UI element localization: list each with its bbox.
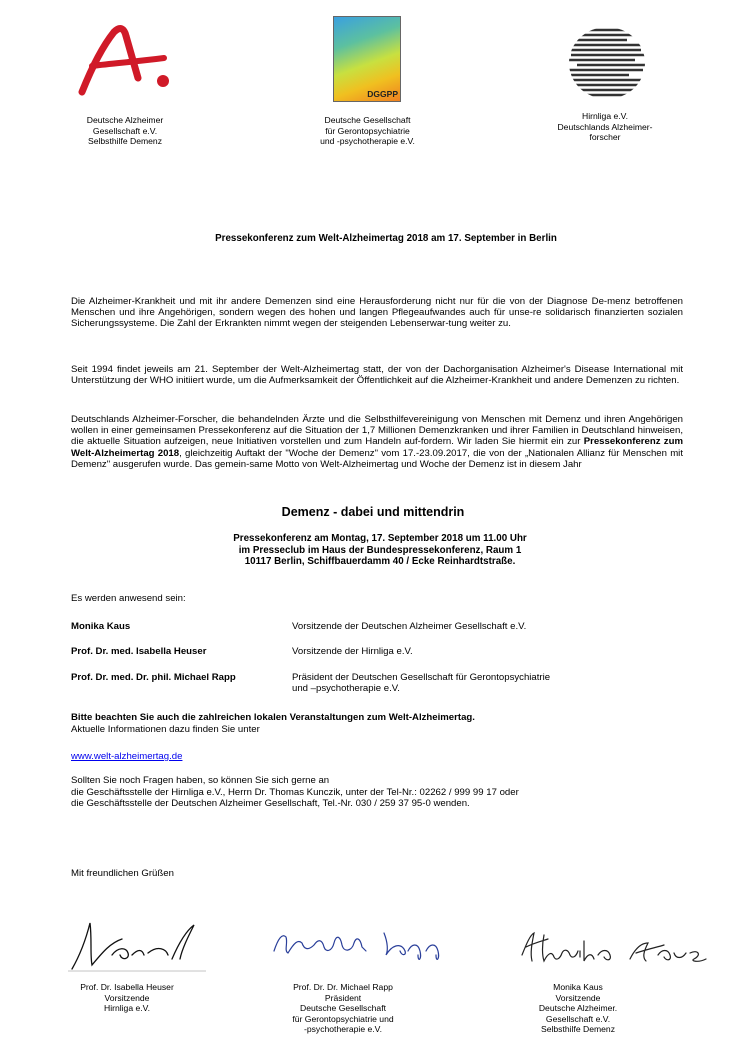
paragraph-history: Seit 1994 findet jeweils am 21. September der Welt-Alzheimertag statt, der von der Dachorganisation Alzheimer's Disease International mit Unterstützung der WHO initiiert wurde, um die Aufmerksamkeit der Öffentlichkeit auf die Alzheimer-Krankheit und andere Demenzen zu richten. [71, 364, 683, 387]
paragraph-intro: Die Alzheimer-Krankheit und mit ihr andere Demenzen sind eine Herausforderung nicht nur für die von der Diagnose De-menz betroffenen Menschen und ihre Angehörigen, sondern wegen des hohen und langen Pflegeaufwandes auch für unse-re solidarisch finanzierten sozialen Sicherungssysteme. Die Zahl der Erkrankten nimmt wegen der steigenden Lebenserwar-tung weiter zu. [71, 296, 683, 330]
attendee-row: Prof. Dr. med. Dr. phil. Michael Rapp Präsident der Deutschen Gesellschaft für Gerontopsychiatrie und –psychotherapie e.V. [71, 672, 551, 695]
signature-rapp [268, 925, 458, 965]
signature-caption-rapp: Prof. Dr. Dr. Michael Rapp Präsident Deutsche Gesellschaft für Gerontopsychiatrie und -psychotherapie e.V. [292, 982, 394, 1034]
signature-caption-heuser: Prof. Dr. Isabella Heuser Vorsitzende Hirnliga e.V. [80, 982, 174, 1013]
document-title: Pressekonferenz zum Welt-Alzheimertag 2018 am 17. September in Berlin [215, 233, 557, 244]
dggpp-caption: Deutsche Gesellschaft für Gerontopsychiatrie und -psychotherapie e.V. [320, 115, 415, 146]
website-link[interactable]: www.welt-alzheimertag.de [71, 751, 183, 762]
notice-bold: Bitte beachten Sie auch die zahlreichen lokalen Veranstaltungen zum Welt-Alzheimertag. [71, 712, 475, 723]
hirnliga-logo [567, 24, 647, 102]
paragraph-invitation: Deutschlands Alzheimer-Forscher, die behandelnden Ärzte und die Selbsthilfevereinigung von Menschen mit Demenz und ihren Angehörigen wollen in einer gemeinsamen Pressekonferenz auf die Situation der 1,7 Millionen Demenzkranken und ihrer Familien in Deutschland hinweisen, die aktuelle Situation aufzeigen, neue Initiativen vorstellen und zum Handeln auf-fordern. Wir laden Sie hiermit ein zur Pressekonferenz zum Welt-Alzheimertag 2018, gleichzeitig Auftakt der "Woche der Demenz" vom 17.-23.09.2017, die von der „Nationalen Allianz für Menschen mit Demenz" ausgerufen wurde. Das gemein-same Motto von Welt-Alzheimertag und Woche der Demenz ist in diesem Jahr [71, 414, 683, 470]
contact-info: Sollten Sie noch Fragen haben, so können Sie sich gerne an die Geschäftsstelle der Hirnliga e.V., Herrn Dr. Thomas Kunczik, unter der Tel-Nr.: 02262 / 999 99 17 oder die Geschäftsstelle der Deutschen Alzheimer Gesellschaft, Tel.-Nr. 030 / 259 37 95-0 wenden. [71, 775, 519, 809]
hirnliga-caption: Hirnliga e.V. Deutschlands Alzheimer- forscher [557, 111, 653, 142]
signature-heuser [68, 915, 208, 973]
dalzg-caption: Deutsche Alzheimer Gesellschaft e.V. Selbsthilfe Demenz [86, 115, 164, 146]
notice-text: Aktuelle Informationen dazu finden Sie unter [71, 724, 260, 735]
signature-caption-kaus: Monika Kaus Vorsitzende Deutsche Alzheimer. Gesellschaft e.V. Selbsthilfe Demenz [538, 982, 618, 1034]
dalzg-logo [72, 22, 182, 102]
event-details: Pressekonferenz am Montag, 17. September 2018 um 11.00 Uhr im Presseclub im Haus der Bundespressekonferenz, Raum 1 10117 Berlin, Schiffbauerdamm 40 / Ecke Reinhardtstraße. [233, 533, 527, 567]
signature-kaus [518, 925, 713, 973]
attendees-intro: Es werden anwesend sein: [71, 593, 186, 604]
attendee-row: Monika Kaus Vorsitzende der Deutschen Alzheimer Gesellschaft e.V. [71, 621, 527, 632]
dggpp-badge: DGGPP [367, 89, 398, 99]
dggpp-logo [333, 16, 401, 102]
closing: Mit freundlichen Grüßen [71, 868, 174, 879]
attendee-row: Prof. Dr. med. Isabella Heuser Vorsitzende der Hirnliga e.V. [71, 646, 413, 657]
motto-heading: Demenz - dabei und mittendrin [281, 505, 465, 519]
